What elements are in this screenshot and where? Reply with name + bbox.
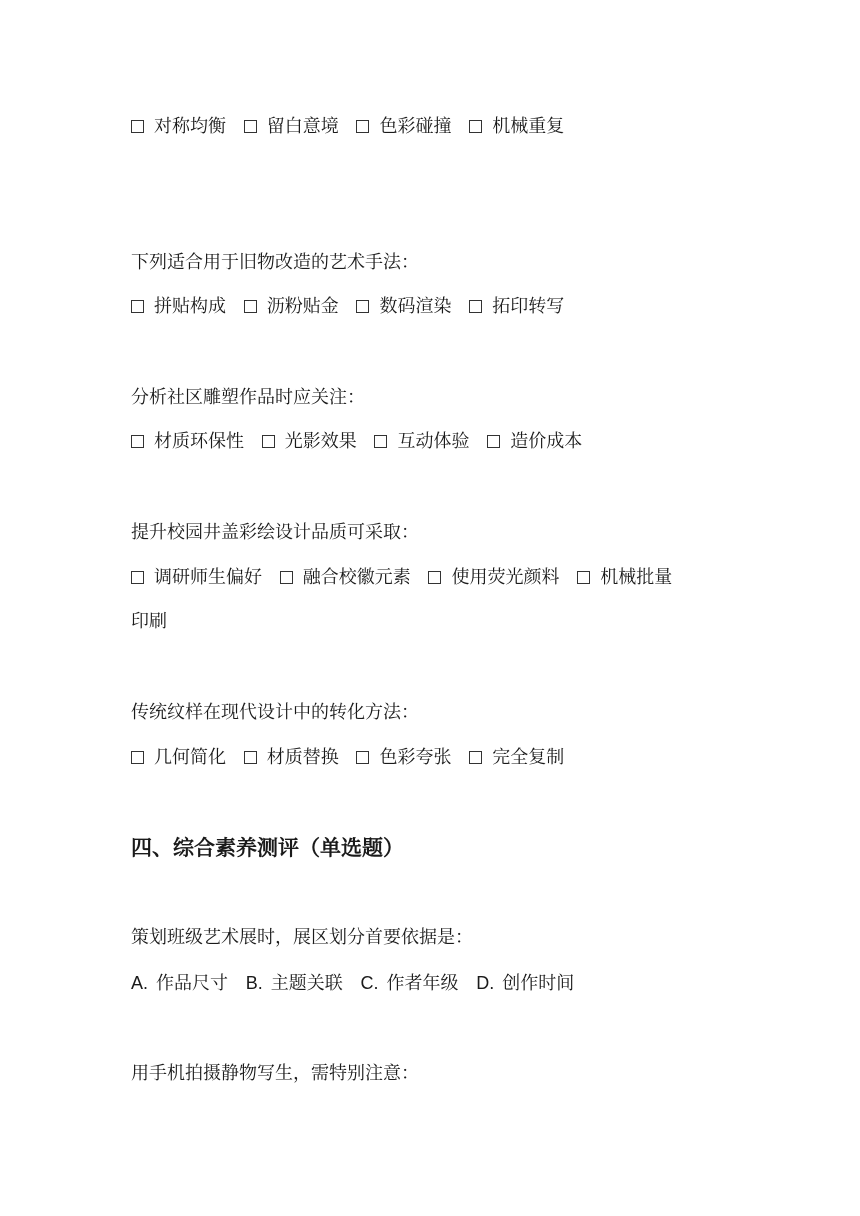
checkbox-option[interactable]: 机械重复 (469, 114, 564, 140)
checkbox-icon[interactable] (131, 435, 144, 448)
single-choice-options (131, 970, 741, 997)
checkbox-option[interactable]: 使用荧光颜料 (428, 565, 559, 591)
options-row-1 (131, 114, 741, 140)
checkbox-icon[interactable] (374, 435, 387, 448)
checkbox-option[interactable]: 色彩碰撞 (356, 114, 451, 140)
checkbox-icon[interactable] (244, 751, 257, 764)
question-text: 传统纹样在现代设计中的转化方法： (131, 702, 419, 723)
choice-option-b[interactable]: B. 主题关联 (245, 973, 343, 994)
options-row-4 (131, 565, 741, 591)
question-text: 策划班级艺术展时，展区划分首要依据是： (131, 927, 473, 948)
checkbox-option[interactable]: 互动体验 (374, 429, 469, 455)
section-heading: 四、综合素养测评（单选题） (131, 836, 404, 860)
options-row-2 (131, 294, 741, 320)
checkbox-icon[interactable] (487, 435, 500, 448)
checkbox-option[interactable]: 光影效果 (262, 429, 357, 455)
choice-option-d[interactable]: D. 创作时间 (476, 973, 575, 994)
checkbox-option[interactable]: 几何简化 (131, 745, 226, 771)
checkbox-icon[interactable] (469, 300, 482, 313)
options-row-5 (131, 745, 741, 771)
checkbox-option[interactable]: 融合校徽元素 (280, 565, 411, 591)
checkbox-icon[interactable] (577, 571, 590, 584)
checkbox-option[interactable]: 机械批量 (577, 565, 672, 591)
checkbox-icon[interactable] (131, 751, 144, 764)
checkbox-option[interactable]: 沥粉贴金 (244, 294, 339, 320)
checkbox-icon[interactable] (131, 571, 144, 584)
question-text: 提升校园井盖彩绘设计品质可采取： (131, 522, 419, 543)
checkbox-icon[interactable] (469, 120, 482, 133)
options-row-3 (131, 429, 741, 455)
choice-option-c[interactable]: C. 作者年级 (360, 973, 459, 994)
option-continuation: 印刷 (131, 611, 167, 632)
question-text: 分析社区雕塑作品时应关注： (131, 387, 365, 408)
checkbox-icon[interactable] (280, 571, 293, 584)
checkbox-option[interactable]: 数码渲染 (356, 294, 451, 320)
checkbox-option[interactable]: 造价成本 (487, 429, 582, 455)
checkbox-option[interactable]: 色彩夸张 (356, 745, 451, 771)
question-text: 用手机拍摄静物写生，需特别注意： (131, 1063, 419, 1084)
checkbox-option[interactable]: 调研师生偏好 (131, 565, 262, 591)
checkbox-option[interactable]: 完全复制 (469, 745, 564, 771)
checkbox-icon[interactable] (131, 120, 144, 133)
checkbox-icon[interactable] (244, 300, 257, 313)
checkbox-icon[interactable] (356, 300, 369, 313)
checkbox-option[interactable]: 拼贴构成 (131, 294, 226, 320)
checkbox-icon[interactable] (131, 300, 144, 313)
checkbox-icon[interactable] (262, 435, 275, 448)
checkbox-icon[interactable] (469, 751, 482, 764)
checkbox-option[interactable]: 留白意境 (244, 114, 339, 140)
checkbox-option[interactable]: 材质环保性 (131, 429, 244, 455)
checkbox-icon[interactable] (356, 751, 369, 764)
checkbox-icon[interactable] (244, 120, 257, 133)
checkbox-option[interactable]: 拓印转写 (469, 294, 564, 320)
question-text: 下列适合用于旧物改造的艺术手法： (131, 252, 419, 273)
checkbox-icon[interactable] (356, 120, 369, 133)
checkbox-option[interactable]: 材质替换 (244, 745, 339, 771)
choice-option-a[interactable]: A. 作品尺寸 (131, 973, 229, 994)
checkbox-option[interactable]: 对称均衡 (131, 114, 226, 140)
checkbox-icon[interactable] (428, 571, 441, 584)
